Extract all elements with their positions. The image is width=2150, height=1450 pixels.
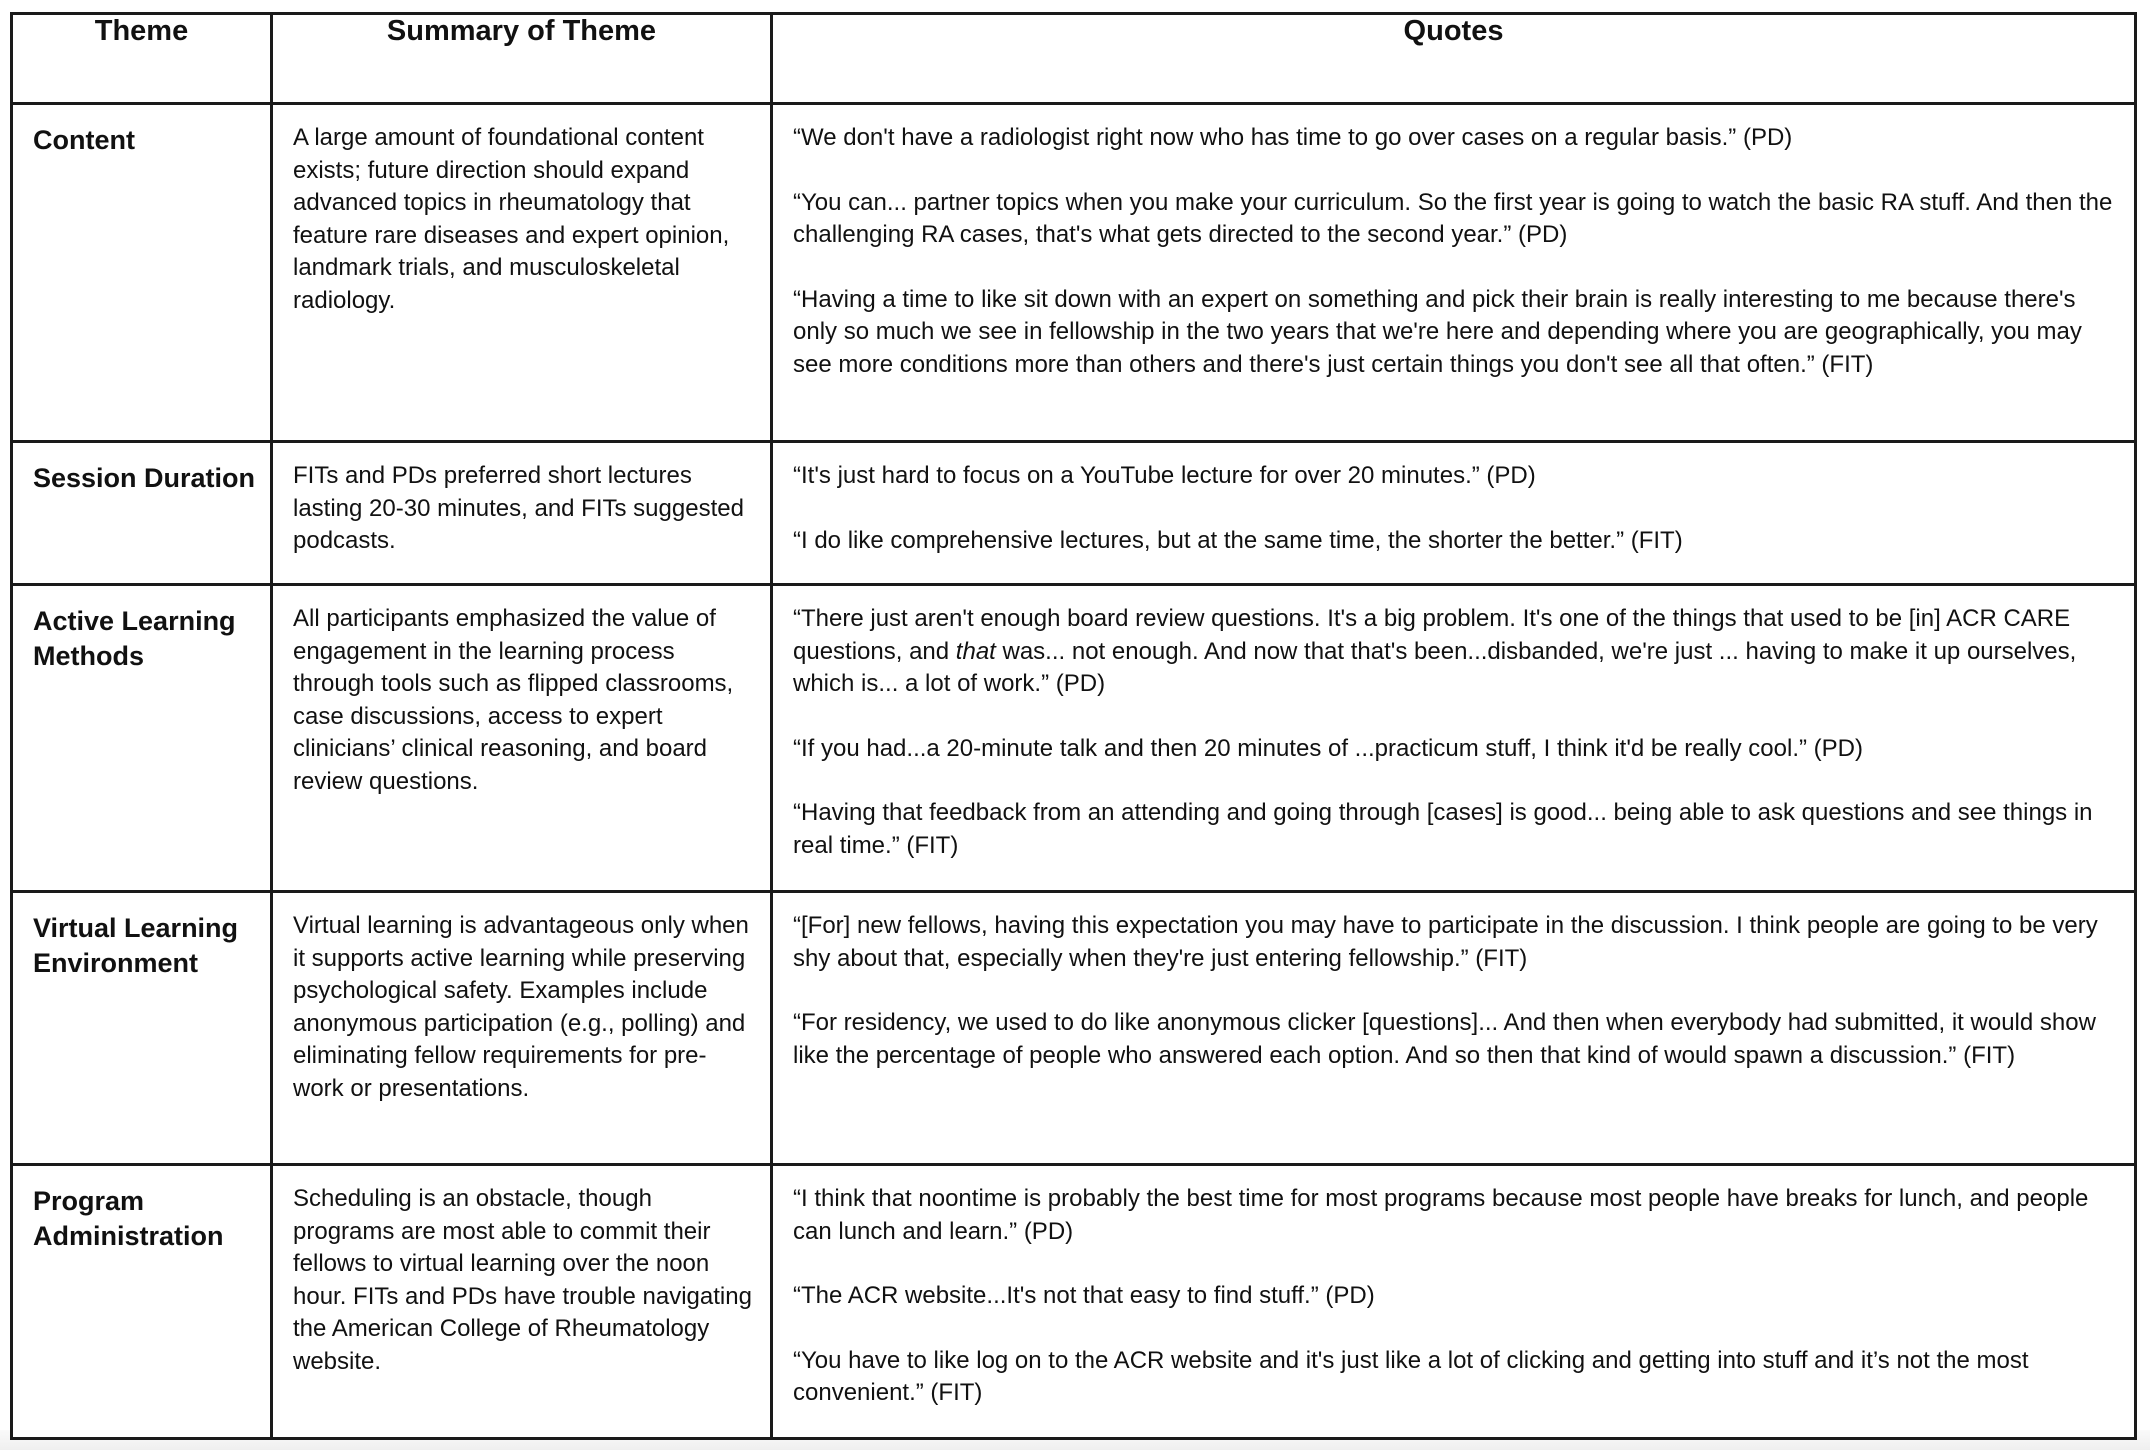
theme-quotes (772, 1165, 2136, 1439)
quote: “I think that noontime is probably the best time for most programs because most people have breaks for lunch, and people can lunch and learn.” (PD) (793, 1185, 2089, 1245)
theme-label: Virtual Learning Environment (12, 892, 272, 1165)
theme-summary: Virtual learning is advantageous only when it supports active learning while preserving psychological safety. Examples include anonymous participation (e.g., polling) and eliminating fellow requirements for pre-work or presentations. (272, 892, 772, 1165)
quote: “[For] new fellows, having this expectation you may have to participate in the discussion. I think people are going to be very shy about that, especially when they're just entering fellowship.” (FIT) (793, 912, 2098, 972)
quote: “Having that feedback from an attending and going through [cases] is good... being able to ask questions and see things in real time.” (FIT) (793, 799, 2093, 859)
quote-text: “There just aren't enough board review questions. It's a big problem. It's one of the things that used to be [in] ACR CARE questions, and (793, 605, 2071, 665)
quote: “We don't have a radiologist right now who has time to go over cases on a regular basis.” (PD) (793, 124, 1793, 151)
theme-summary: Scheduling is an obstacle, though programs are most able to commit their fellows to virtual learning over the noon hour. FITs and PDs have trouble navigating the American College of Rheumatology website. (272, 1165, 772, 1439)
quote-emphasis: that (955, 637, 996, 665)
quote: “For residency, we used to do like anonymous clicker [questions]... And then when everybody had submitted, it would show like the percentage of people who answered each option. And so then that kind of would spawn a discussion.” (FIT) (793, 1009, 2096, 1069)
theme-label: Active Learning Methods (12, 585, 272, 892)
theme-summary: FITs and PDs preferred short lectures lasting 20-30 minutes, and FITs suggested podcasts. (272, 442, 772, 585)
themes-table (10, 12, 2137, 1440)
quote-text: was... not enough. And now that that's been...disbanded, we're just ... having to make it up ourselves, which is... a lot of work.” (PD) (793, 637, 2077, 697)
table-row-content (12, 104, 2136, 442)
quote: “I do like comprehensive lectures, but at the same time, the shorter the better.” (FIT) (793, 526, 1683, 554)
theme-summary: All participants emphasized the value of engagement in the learning process through tools such as flipped classrooms, case discussions, access to expert clinicians’ clinical reasoning, and board review questions. (272, 585, 772, 892)
quote: “You can... partner topics when you make your curriculum. So the first year is going to watch the basic RA stuff. And then the challenging RA cases, that's what gets directed to the second year.” (PD) (793, 188, 2113, 248)
theme-quotes (772, 442, 2136, 585)
theme-label: Program Administration (12, 1165, 272, 1439)
theme-label: Content (12, 104, 272, 442)
table-row-virtual-learning-environment (12, 892, 2136, 1165)
theme-quotes (772, 585, 2136, 892)
table-row-program-administration (12, 1165, 2136, 1439)
table-row-session-duration (12, 442, 2136, 585)
table-row-active-learning-methods (12, 585, 2136, 892)
quote: “Having a time to like sit down with an expert on something and pick their brain is really interesting to me because there's only so much we see in fellowship in the two years that we're here and depending where you are geographically, you may see more conditions more than others and there's just certain things you don't see all that often.” (FIT) (793, 285, 2082, 378)
quote: “You have to like log on to the ACR website and it's just like a lot of clicking and getting into stuff and it’s not the most convenient.” (FIT) (793, 1346, 2029, 1406)
header-row (12, 14, 2136, 104)
quote: “If you had...a 20-minute talk and then 20 minutes of ...practicum stuff, I think it'd be really cool.” (PD) (793, 734, 1863, 762)
column-header-quotes: Quotes (772, 14, 2136, 104)
column-header-summary: Summary of Theme (272, 14, 772, 104)
theme-label: Session Duration (12, 442, 272, 585)
theme-summary: A large amount of foundational content exists; future direction should expand advanced topics in rheumatology that feature rare diseases and expert opinion, landmark trials, and musculoskeletal radiology. (272, 104, 772, 442)
column-header-theme: Theme (12, 14, 272, 104)
theme-quotes (772, 104, 2136, 442)
quote (793, 603, 2116, 701)
quote: “It's just hard to focus on a YouTube lecture for over 20 minutes.” (PD) (793, 462, 1536, 489)
theme-quotes (772, 892, 2136, 1165)
quote: “The ACR website...It's not that easy to find stuff.” (PD) (793, 1282, 1375, 1309)
